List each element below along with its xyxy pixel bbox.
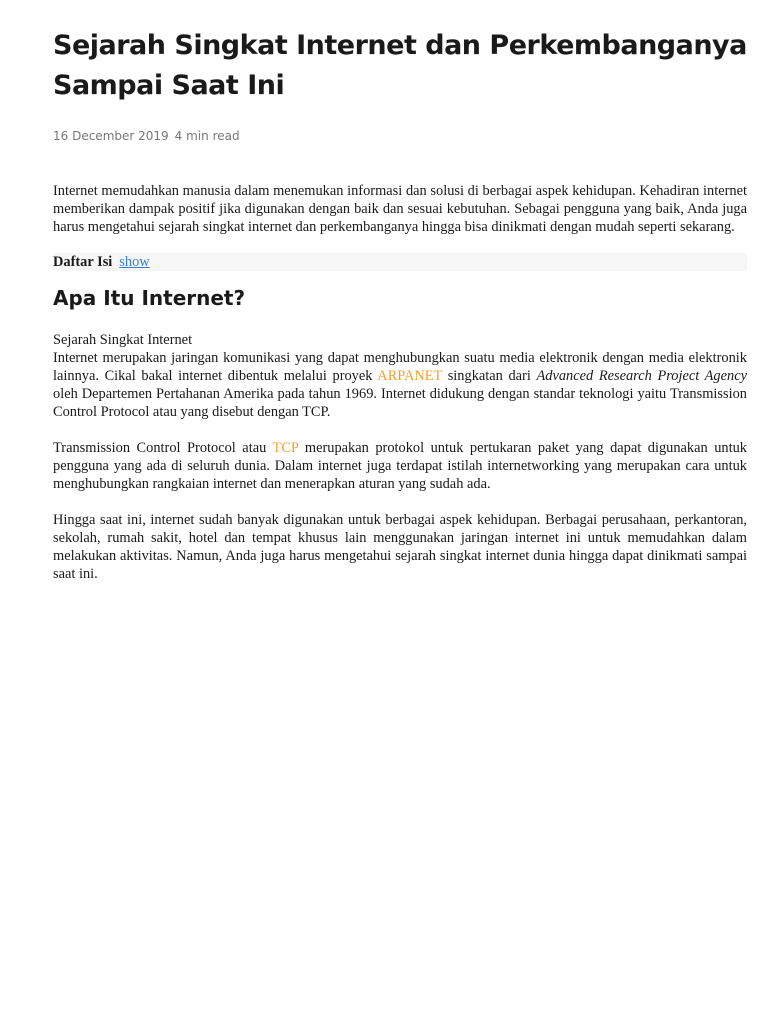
paragraph-2 (53, 439, 747, 493)
article (53, 26, 747, 583)
read-time: 4 min read (174, 129, 240, 143)
paragraph-1-italic: Advanced Research Project Agency (536, 368, 747, 384)
paragraph-1-text-c: oleh Departemen Pertahanan Amerika pada tahun 1969. Internet didukung dengan standar teknologi yaitu Transmission Control Protocol atau yang disebut dengan TCP. (53, 386, 747, 420)
section-heading: Apa Itu Internet? (53, 286, 246, 310)
intro-paragraph: Internet memudahkan manusia dalam menemukan informasi dan solusi di berbagai aspek kehidupan. Kehadiran internet memberikan dampak positif jika digunakan dengan baik dan sesuai kebutuhan. Sebagai pengguna yang baik, Anda juga harus mengetahui sejarah singkat internet dan perkembanganya hingga bisa dinikmati dengan mudah seperti sekarang. (53, 183, 747, 235)
article-title: Sejarah Singkat Internet dan Perkembanganya Sampai Saat Ini (53, 30, 747, 101)
toc-title: Daftar Isi (53, 254, 113, 270)
arpanet-link[interactable]: ARPANET (377, 368, 443, 384)
table-of-contents (53, 253, 747, 271)
tcp-link[interactable]: TCP (272, 440, 299, 456)
paragraph-2-text-b: merupakan protokol untuk pertukaran paket yang dapat digunakan untuk pengguna yang ada di seluruh dunia. Dalam internet juga terdapat istilah internetworking yang merupakan cara untuk menghubungkan rangkaian internet dan menerapkan aturan yang sudah ada. (53, 440, 747, 492)
paragraph-2-text-a: Transmission Control Protocol atau (53, 440, 273, 456)
paragraph-1-text-b: singkatan dari (442, 368, 537, 384)
section-subheading: Sejarah Singkat Internet (53, 332, 193, 348)
publish-date: 16 December 2019 (53, 129, 169, 143)
paragraph-1 (53, 349, 747, 421)
paragraph-1-text-a: Internet merupakan jaringan komunikasi yang dapat menghubungkan suatu media elektronik dengan media elektronik lainnya. Cikal bakal internet dibentuk melalui proyek (53, 350, 747, 384)
paragraph-3: Hingga saat ini, internet sudah banyak digunakan untuk berbagai aspek kehidupan. Berbagai perusahaan, perkantoran, sekolah, rumah sakit, hotel dan tempat khusus lain menggunakan jaringan internet ini untuk memudahkan dalam melakukan aktivitas. Namun, Anda juga harus mengetahui sejarah singkat internet dunia hingga dapat dinikmati sampai saat ini. (53, 512, 747, 582)
toc-show-link[interactable]: show (119, 254, 150, 270)
article-meta (53, 128, 747, 144)
